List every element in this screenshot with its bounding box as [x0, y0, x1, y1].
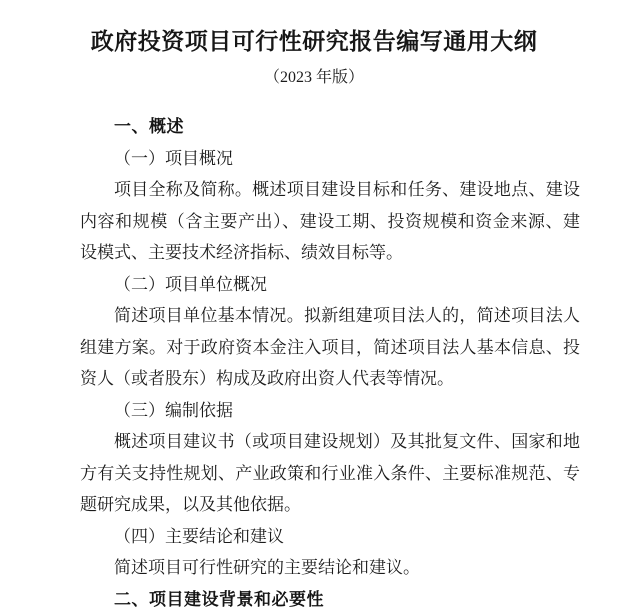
section-heading: 二、项目建设背景和必要性: [114, 589, 324, 609]
paragraph-line: 简述项目单位基本情况。拟新组建项目法人的，简述项目法人: [114, 306, 580, 326]
paragraph-line: 组建方案。对于政府资本金注入项目，简述项目法人基本信息、投: [80, 337, 580, 357]
paragraph-line: 方有关支持性规划、产业政策和行业准入条件、主要标准规范、专: [80, 463, 580, 483]
paragraph-line: 概述项目建议书（或项目建设规划）及其批复文件、国家和地: [114, 432, 580, 452]
document-subtitle: （2023 年版）: [263, 69, 364, 87]
sub-heading: （三）编制依据: [114, 400, 233, 420]
paragraph-line: 内容和规模（含主要产出）、建设工期、投资规模和资金来源、建: [80, 211, 580, 231]
sub-heading: （四）主要结论和建议: [114, 526, 284, 546]
paragraph-line: 项目全称及简称。概述项目建设目标和任务、建设地点、建设: [114, 180, 580, 200]
paragraph-line: 题研究成果，以及其他依据。: [80, 495, 301, 515]
sub-heading: （一）项目概况: [114, 148, 233, 168]
sub-heading: （二）项目单位概况: [114, 274, 267, 294]
paragraph-line: 资人（或者股东）构成及政府出资人代表等情况。: [80, 369, 454, 389]
section-heading: 一、概述: [114, 117, 184, 137]
document-content: [0, 111, 628, 615]
paragraph-line: 设模式、主要技术经济指标、绩效目标等。: [80, 243, 403, 263]
paragraph-line: 简述项目可行性研究的主要结论和建议。: [114, 558, 420, 578]
document-title: 政府投资项目可行性研究报告编写通用大纲: [90, 29, 538, 54]
